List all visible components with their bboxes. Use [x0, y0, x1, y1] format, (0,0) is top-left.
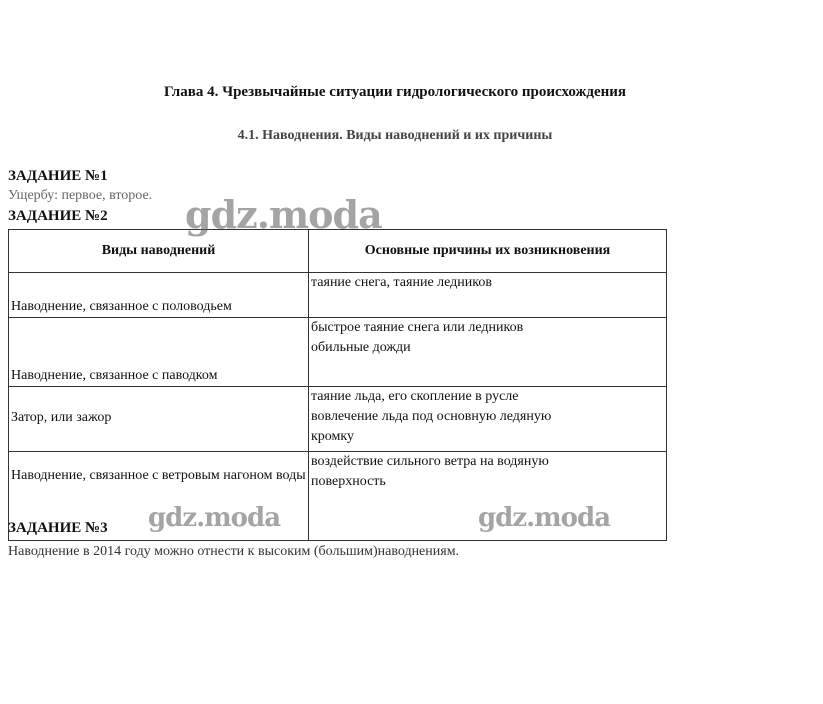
- cause-line: воздействие сильного ветра на водяную: [311, 454, 549, 469]
- table-row: [9, 318, 667, 387]
- flood-types-table: [8, 229, 667, 541]
- flood-cause-cell: [309, 387, 667, 452]
- cause-line: таяние снега, таяние ледников: [311, 275, 492, 290]
- section-title: 4.1. Наводнения. Виды наводнений и их причины: [237, 128, 553, 143]
- chapter-title: Глава 4. Чрезвычайные ситуации гидрологического происхождения: [163, 84, 627, 100]
- watermark: gdz.moda: [185, 192, 382, 237]
- task-3-label: ЗАДАНИЕ №3: [8, 520, 108, 536]
- cause-line: вовлечение льда под основную ледяную: [311, 409, 552, 424]
- flood-type-cell: Затор, или зажор: [9, 387, 309, 452]
- flood-cause-cell: [309, 273, 667, 318]
- task-3-answer: Наводнение в 2014 году можно отнести к высоким (большим)наводнениям.: [8, 544, 460, 559]
- cause-line: поверхность: [311, 474, 386, 489]
- watermark: gdz.moda: [148, 503, 281, 533]
- watermark: gdz.moda: [478, 503, 611, 533]
- flood-cause-cell: [309, 318, 667, 387]
- cause-line: кромку: [311, 429, 354, 444]
- column-header: Основные причины их возникновения: [309, 230, 667, 273]
- task-1-label: ЗАДАНИЕ №1: [8, 168, 108, 184]
- flood-type-cell: Наводнение, связанное с половодьем: [9, 273, 309, 318]
- cause-line: быстрое таяние снега или ледников: [311, 320, 524, 335]
- task-2-label: ЗАДАНИЕ №2: [8, 208, 108, 224]
- cause-line: таяние льда, его скопление в русле: [311, 389, 519, 404]
- flood-type-cell: Наводнение, связанное с ветровым нагоном воды: [9, 452, 309, 541]
- table-row: [9, 273, 667, 318]
- flood-type-cell: Наводнение, связанное с паводком: [9, 318, 309, 387]
- table-row: [9, 387, 667, 452]
- column-header: Виды наводнений: [9, 230, 309, 273]
- cause-line: обильные дожди: [311, 340, 411, 355]
- task-1-answer: Ущербу: первое, второе.: [8, 188, 153, 203]
